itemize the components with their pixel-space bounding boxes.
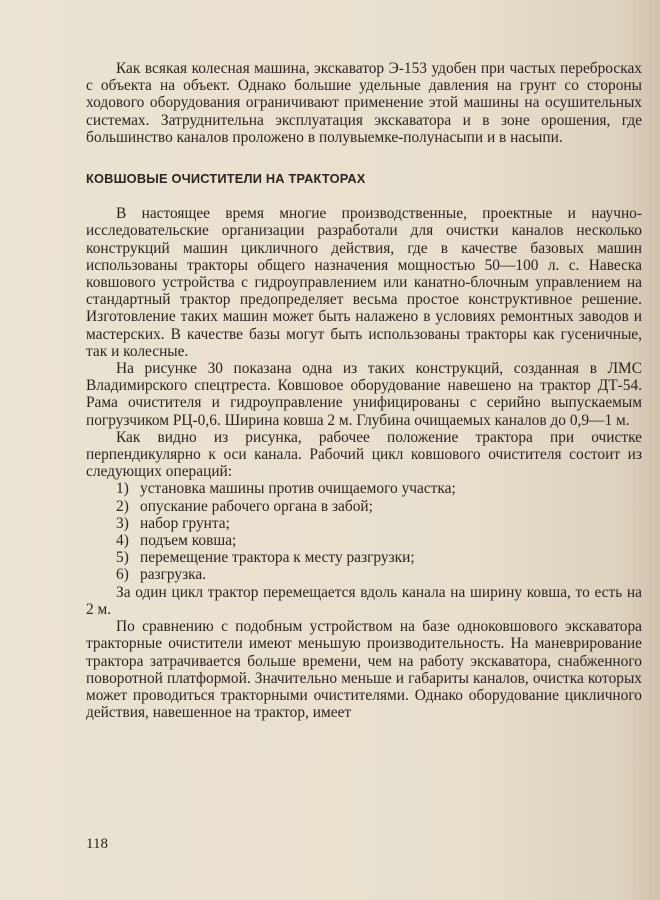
list-item: 5) перемещение трактора к месту разгрузки;	[116, 549, 415, 567]
list-item: 3) набор грунта;	[116, 514, 230, 532]
paragraph-figure-30: На рисунке 30 показана одна из таких конструкций, созданная в ЛМС Владимирского спецтреста. Ковшовое оборудование навешено на трактор ДТ-54. Рама очистителя и гидроуправление унифицированы с серийно выпускаемым погрузчиком РЦ-0,6. Ширина ковша 2 м. Глубина очищаемых каналов до 0,9—1 м.	[86, 360, 642, 429]
list-item: 2) опускание рабочего органа в забой;	[116, 497, 373, 515]
paragraph-working-cycle: Как видно из рисунка, рабочее положение трактора при очистке перпендикулярно к оси канала. Рабочий цикл ковшового очистителя состоит из следующих операций:	[86, 428, 642, 481]
operations-list	[86, 480, 642, 583]
list-item: 1) установка машины против очищаемого участка;	[116, 480, 456, 498]
list-item: 6) разгрузка.	[116, 566, 207, 584]
paragraph-organizations: В настоящее время многие производственные, проектные и научно-исследовательские организации разработали для очистки каналов несколько конструкций машин цикличного действия, где в качестве базовых машин использованы тракторы общего назначения мощностью 50—100 л. с. Навеска ковшового устройства с гидроуправлением или канатно-блочным управлением на стандартный трактор предопределяет весьма простое конструктивное решение. Изготовление таких машин может быть налажено в условиях ремонтных заводов и мастерских. В качестве базы могут быть использованы тракторы как гусеничные, так и колесные.	[86, 205, 642, 360]
list-item: 4) подъем ковша;	[116, 532, 237, 550]
section-heading: КОВШОВЫЕ ОЧИСТИТЕЛИ НА ТРАКТОРАХ	[86, 171, 366, 187]
paragraph-comparison: По сравнению с подобным устройством на базе одноковшового экскаватора тракторные очистители имеют меньшую производительность. На маневрирование трактора затрачивается больше времени, чем на работу экскаватора, снабженного поворотной платформой. Значительно меньше и габариты каналов, очистка которых может проводиться тракторными очистителями. Однако оборудование цикличного действия, навешенное на трактор, имеет	[86, 618, 642, 722]
paragraph-cycle-move: За один цикл трактор перемещается вдоль канала на ширину ковша, то есть на 2 м.	[86, 583, 642, 618]
page-text	[86, 60, 642, 721]
page-number: 118	[86, 836, 108, 852]
paragraph-intro: Как всякая колесная машина, экскаватор Э-153 удобен при частых перебросках с объекта на объект. Однако большие удельные давления на грунт со стороны ходового оборудования ограничивают применение этой машины на осушительных системах. Затруднительна эксплуатация экскаватора и в зоне орошения, где большинство каналов проложено в полувыемке-полунасыпи и в насыпи.	[86, 60, 642, 146]
